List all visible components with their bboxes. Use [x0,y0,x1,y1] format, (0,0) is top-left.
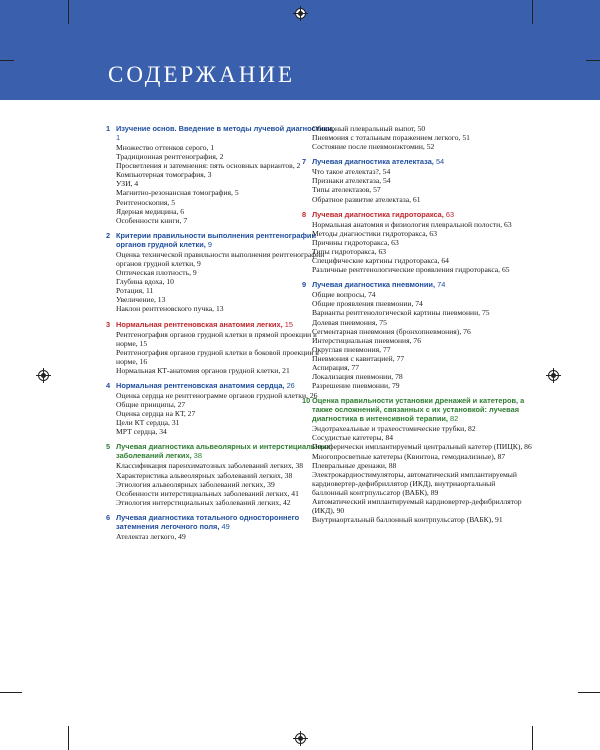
toc-entry-page: 1 [210,143,215,152]
toc-entry-page: 27 [187,409,196,419]
crop-mark [578,692,600,693]
toc-entry[interactable] [312,336,532,345]
toc-entry[interactable] [312,247,532,256]
toc-entry-page: 79 [391,381,400,391]
toc-entry-page: 49 [178,531,186,541]
toc-entry-text: Интерстициальная пневмония, [312,335,412,345]
toc-entry-page: 51 [462,133,470,143]
toc-entry[interactable] [312,229,532,238]
registration-mark-icon [38,370,49,381]
toc-entry-page: 16 [139,356,148,366]
chapter-page-number: 26 [286,380,295,390]
toc-entry-page: 3 [207,170,212,180]
toc-entry-page: 63 [391,237,399,247]
crop-mark [0,60,14,61]
toc-entry-text: Рентгенография органов грудной клетки в прямой проекции в норме, [116,329,317,348]
toc-entry-text: Многопросветные катетеры (Квинтона, гемодиализные), [312,451,496,461]
chapter-number: 6 [106,512,111,522]
toc-entry[interactable] [312,195,532,204]
toc-entry-text: Ателектаз легкого, [116,531,177,541]
toc-entry-text: Специфические картины гидроторакса, [312,256,440,266]
toc-chapter [302,157,532,203]
chapter-number: 7 [302,157,307,167]
toc-entry[interactable] [312,185,532,194]
toc-entry-page: 38 [284,470,293,480]
toc-entry-page: 63 [378,246,387,256]
toc-entry-text: Нормальная анатомия и физиология плевральной полости, [312,219,503,229]
toc-entry-page: 63 [429,228,438,238]
toc-entry-text: Просветления и затемнения: пять основных вариантов, [116,161,295,171]
chapter-page-number: 74 [437,280,446,290]
toc-entry-text: Периферически имплантируемый центральный катетер (ПИЦК), [312,442,523,452]
toc-entry-page: 34 [159,427,167,437]
toc-entry-page: 91 [495,515,503,525]
toc-entry-text: Типы ателектазов, [312,185,372,195]
toc-entry-page: 61 [412,194,421,204]
chapter-title-text: Лучевая диагностика альвеолярных и интерстициальных заболеваний легких, [116,442,331,461]
toc-entry-text: Автоматический имплантируемый кардиовертер-дефибриллятор (ИКД), [312,497,522,516]
toc-entry-text: Причины гидроторакса, [312,237,390,247]
chapter-title-text: Лучевая диагностика ателектаза, [312,157,434,167]
toc-entry-text: Признаки ателектаза, [312,176,382,186]
toc-entry-text: Аспирация, [312,362,350,372]
toc-entry-text: Цели КТ сердца, [116,418,170,428]
toc-entry[interactable] [312,133,532,142]
toc-entry-page: 10 [166,277,174,287]
toc-entry-page: 26 [309,390,318,400]
toc-entry-text: Разрешение пневмонии, [312,381,391,391]
toc-entry[interactable] [312,176,532,185]
chapter-page-number: 9 [207,239,212,249]
toc-entry-text: Ротация, [116,286,145,296]
toc-entry-text: Увеличение, [116,295,156,305]
toc-entry[interactable] [116,532,336,541]
toc-entry-text: Обратное развитие ателектаза, [312,194,411,204]
page-title: СОДЕРЖАНИЕ [108,62,296,87]
toc-entry-text: Варианты рентгенологической картины пневмонии, [312,308,481,318]
toc-entry-text: Оценка сердца на КТ, [116,409,186,419]
toc-entry-page: 5 [234,188,239,198]
toc-entry-page: 31 [171,418,180,428]
toc-entry-text: Классификация паренхиматозных заболеваний легких, [116,461,294,471]
chapter-page-number: 1 [116,133,121,142]
toc-entry-page: 64 [441,256,449,266]
toc-entry-page: 11 [145,286,154,296]
toc-entry-text: Компьютерная томография, [116,170,206,180]
chapter-title-text: Нормальная рентгеновская анатомия легких, [116,319,283,329]
chapter-title[interactable] [312,280,532,289]
toc-entry-text: Общие вопросы, [312,290,367,300]
toc-entry-page: 2 [219,152,224,162]
toc-entry-text: Эндотрахеальные и трахеостомические трубки, [312,424,467,434]
chapter-page-number: 15 [284,319,293,329]
chapter-number: 5 [106,442,111,452]
toc-entry-page: 77 [351,362,359,372]
toc-entry-page: 50 [417,124,426,133]
registration-mark-icon [548,370,559,381]
toc-entry[interactable] [312,142,532,151]
toc-entry-page: 89 [430,487,439,497]
crop-mark [586,60,600,61]
toc-entry-page: 84 [385,433,394,443]
toc-entry-text: Характеристика альвеолярных заболеваний легких, [116,470,283,480]
toc-entry-page: 75 [481,308,490,318]
toc-entry-page: 38 [295,461,304,471]
toc-entry-text: Традиционная рентгенография, [116,152,218,162]
toc-entry-text: Наклон рентгеновского пучка, [116,304,215,314]
toc-entry-page: 88 [388,460,397,470]
toc-entry[interactable] [312,515,532,524]
toc-entry-text: Округлая пневмония, [312,344,382,354]
toc-entry-text: Оценка сердца не рентгенограмме органов грудной клетки, [116,390,308,400]
toc-entry-text: Методы диагностики гидроторакса, [312,228,428,238]
toc-entry-text: Рентгенография органов грудной клетки в боковой проекции в норме, [116,347,319,366]
chapter-title-text: Нормальная рентгеновская анатомия сердца, [116,380,285,390]
toc-entry-page: 57 [373,185,381,195]
chapter-number: 2 [106,230,111,240]
toc-entry[interactable] [312,470,532,497]
toc-entry-text: Внутриаортальный баллонный контрпульсатор (ВАБК), [312,515,494,525]
registration-mark-icon [295,8,306,19]
crop-mark [68,726,69,750]
toc-entry-text: Особенности книги, [116,215,182,225]
toc-entry-text: Множество оттенков серого, [116,143,209,152]
toc-entry-text: Общие проявления пневмонии, [312,299,414,309]
toc-entry[interactable] [312,452,532,461]
toc-entry-page: 2 [296,161,301,171]
toc-entry-text: Особенности интерстициальных заболеваний легких, [116,488,290,498]
toc-entry-page: 77 [396,353,405,363]
toc-chapter [302,210,532,275]
toc-entry-page: 42 [282,497,291,507]
toc-entry-page: 21 [282,365,290,375]
toc-entry[interactable] [312,220,532,229]
toc-entry[interactable] [312,299,532,308]
toc-entry[interactable] [312,372,532,381]
chapter-number: 1 [106,124,111,133]
chapter-title-text: Лучевая диагностика пневмонии, [312,280,436,290]
toc-entry[interactable] [312,308,532,317]
toc-entry-page: 86 [524,442,532,452]
toc-entry[interactable] [312,327,532,336]
toc-entry-text: Оценка технической правильности выполнения рентгенографии органов грудной клетки, [116,249,325,268]
chapter-number: 9 [302,280,307,290]
toc-entry-page: 54 [382,167,391,177]
chapter-page-number: 63 [445,209,455,219]
toc-entry-page: 74 [415,299,423,309]
toc-entry-text: Состояние после пневмонэктомии, [312,142,425,152]
toc-entry-text: Локализация пневмонии, [312,372,394,382]
toc-right-column [302,124,532,530]
toc-entry-text: Типы гидроторакса, [312,246,377,256]
toc-entry-page: 13 [215,304,224,314]
chapter-page-number: 54 [435,157,445,167]
toc-entry-page: 7 [183,215,188,225]
toc-entry[interactable] [312,318,532,327]
toc-entry[interactable] [312,433,532,442]
toc-entry-text: Нормальная КТ-анатомия органов грудной клетки, [116,365,281,375]
toc-entry[interactable] [312,442,532,451]
toc-entry-text: Общие принципы, [116,400,176,410]
toc-entry[interactable] [312,290,532,299]
toc-entry[interactable] [312,381,532,390]
toc-entry-text: Сегментарная пневмония (бронхопневмония), [312,326,462,336]
toc-entry-text: Сосудистые катетеры, [312,433,384,443]
toc-entry-text: Оптическая плотность, [116,268,191,278]
toc-chapter [302,124,532,151]
toc-entry-text: Магнитно-резонансная томография, [116,188,233,198]
toc-entry[interactable] [312,497,532,515]
toc-entry-text: Обширный плевральный выпот, [312,124,416,133]
toc-chapter [302,396,532,524]
toc-entry-page: 74 [367,290,376,300]
toc-entry-page: 6 [180,206,185,216]
toc-entry-text: Этиология интерстициальных заболеваний легких, [116,497,282,507]
toc-entry-text: Плевральные дренажи, [312,460,387,470]
registration-mark-icon [295,733,306,744]
toc-entry[interactable] [312,265,532,274]
toc-entry-page: 65 [501,265,510,275]
toc-entry[interactable] [312,354,532,363]
toc-entry-page: 9 [192,268,197,278]
toc-entry-text: МРТ сердца, [116,427,158,437]
toc-entry-page: 75 [379,317,387,327]
toc-entry-text: УЗИ, [116,179,133,189]
toc-entry-page: 54 [383,176,391,186]
toc-entry-page: 82 [468,424,476,434]
chapter-title-text: Оценка правильности установки дренажей и катетеров, а также осложнений, связанных с их установкой: лучевая диагностика в интенсивной терапии, [312,396,525,424]
chapter-title[interactable] [312,396,532,423]
chapter-number: 8 [302,209,307,219]
toc-entry-page: 63 [504,219,512,229]
toc-entry-text: Различные рентгенологические проявления гидроторакса, [312,265,501,275]
toc-entry-page: 41 [291,488,299,498]
toc-chapter [302,280,532,390]
toc-entry-page: 87 [497,451,506,461]
toc-entry-page: 39 [267,479,275,489]
toc-entry-page: 27 [177,400,186,410]
toc-entry-text: Пневмония с кавитацией, [312,353,395,363]
toc-entry-page: 9 [196,258,201,268]
chapter-title-text: Лучевая диагностика гидроторакса, [312,209,444,219]
chapter-title-text: Изучение основ. Введение в методы лучевой диагностики, [116,124,335,133]
chapter-title[interactable] [312,157,532,166]
toc-entry-text: Этиология альвеолярных заболеваний легких, [116,479,266,489]
toc-entry-page: 90 [336,506,345,516]
toc-entry[interactable] [312,256,532,265]
chapter-page-number: 38 [193,451,202,461]
toc-entry-text: Пневмония с тотальным поражением легкого, [312,133,461,143]
toc-entry-page: 76 [463,326,471,336]
toc-entry-text: Электрокардиостимуляторы, автоматический имплантируемый кардиовертер-дефибриллятор (ИКД), внутриаортальный баллонный контрпульсатор (ВАБК), [312,469,517,497]
toc-entry-page: 77 [382,344,391,354]
crop-mark [0,692,22,693]
toc-entry-text: Глубина вдоха, [116,277,165,287]
chapter-page-number: 49 [221,521,230,531]
toc-entry-page: 15 [139,338,148,348]
toc-entry[interactable] [312,124,532,133]
toc-entry-page: 78 [395,372,403,382]
toc-entry-text: Долевая пневмония, [312,317,378,327]
chapter-title[interactable] [312,210,532,219]
toc-entry-text: Ядерная медицина, [116,206,179,216]
toc-entry-page: 5 [171,197,176,207]
toc-entry[interactable] [312,238,532,247]
toc-entry-text: Что такое ателектаз?, [312,167,381,177]
chapter-number: 4 [106,380,111,390]
crop-mark [532,0,533,24]
chapter-page-number: 82 [450,414,459,424]
toc-entry-page: 52 [426,142,435,152]
chapter-number: 3 [106,319,111,329]
toc-entry[interactable] [312,345,532,354]
toc-entry-page: 76 [413,335,422,345]
toc-entry[interactable] [312,461,532,470]
chapter-title-text: Лучевая диагностика тотального одностороннего затемнения легочного поля, [116,512,300,531]
toc-entry-text: Рентгеноскопия, [116,197,170,207]
crop-mark [532,726,533,750]
chapter-number: 10 [302,396,311,406]
toc-entry[interactable] [312,363,532,372]
chapter-title-text: Критерии правильности выполнения рентгенографии органов грудной клетки, [116,230,316,249]
toc-entry-page: 13 [157,295,166,305]
toc-entry[interactable] [312,167,532,176]
crop-mark [68,0,69,24]
toc-entry[interactable] [312,424,532,433]
toc-entry-page: 4 [134,179,139,189]
